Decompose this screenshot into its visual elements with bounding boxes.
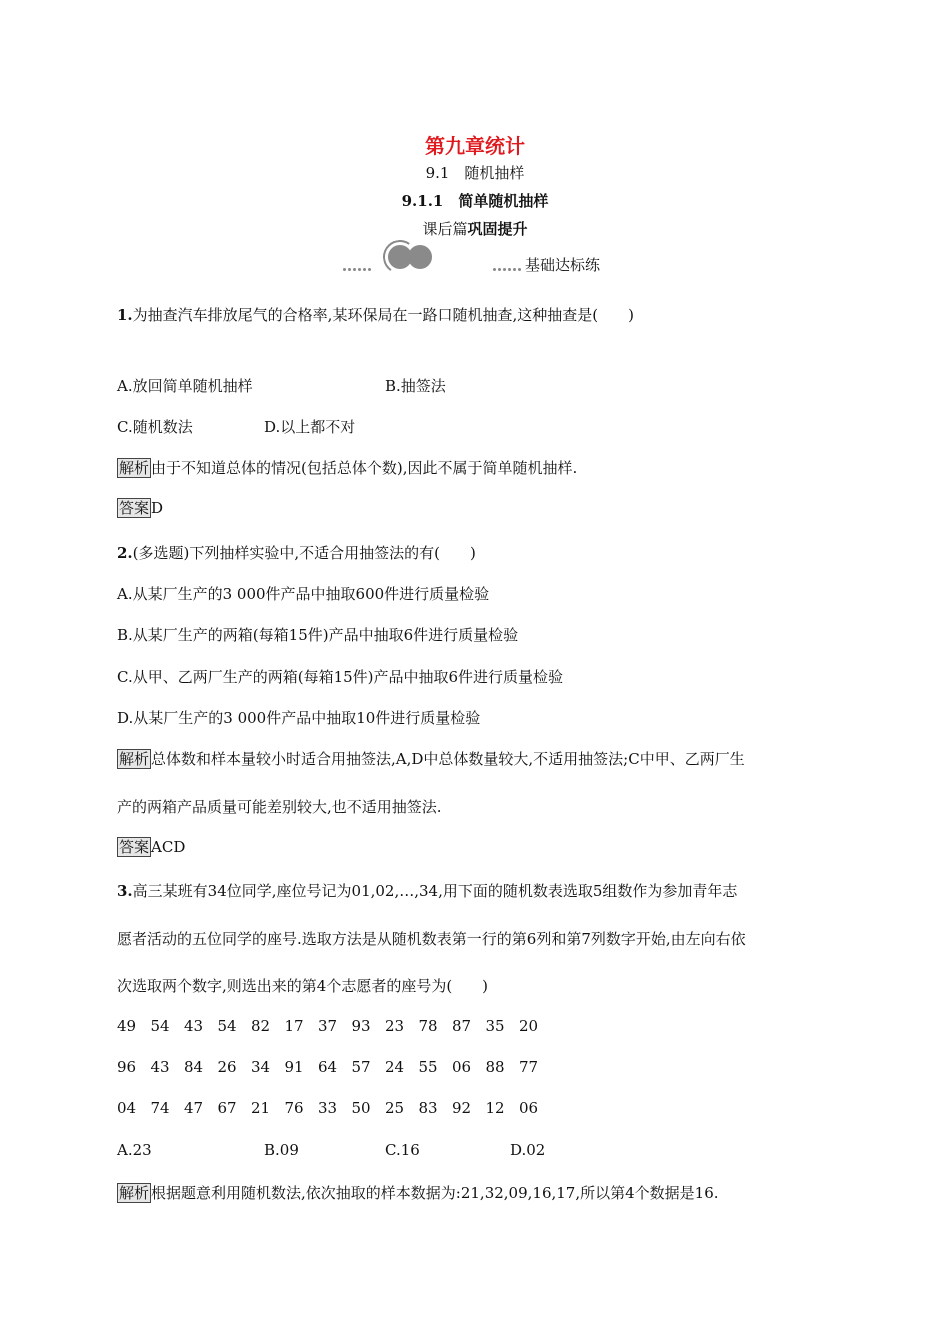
table-cell: 35 bbox=[485, 1017, 505, 1035]
table-row bbox=[117, 1058, 553, 1076]
table-cell: 34 bbox=[251, 1058, 271, 1076]
chapter-title: 第九章统计 bbox=[425, 134, 525, 158]
table-cell: 37 bbox=[318, 1017, 338, 1035]
table-cell: 76 bbox=[284, 1099, 304, 1117]
question-3-option-c: C.16 bbox=[385, 1141, 420, 1159]
analysis-tag: 解析 bbox=[119, 750, 150, 768]
table-cell: 88 bbox=[485, 1058, 505, 1076]
table-cell: 83 bbox=[418, 1099, 438, 1117]
question-text: 高三某班有34位同学,座位号记为01,02,…,34,用下面的随机数表选取5组数作为参加青年志 bbox=[132, 882, 738, 900]
analysis-text: 由于不知道总体的情况(包括总体个数),因此不属于简单随机抽样. bbox=[151, 459, 578, 477]
table-cell: 20 bbox=[519, 1017, 539, 1035]
section-banner bbox=[343, 240, 623, 276]
table-cell: 93 bbox=[351, 1017, 371, 1035]
table-cell: 91 bbox=[284, 1058, 304, 1076]
table-cell: 21 bbox=[251, 1099, 271, 1117]
table-cell: 26 bbox=[217, 1058, 237, 1076]
question-number: 2. bbox=[117, 544, 133, 562]
question-1-option-a: A.放回简单随机抽样 bbox=[117, 377, 253, 395]
dots-right-icon bbox=[493, 256, 523, 260]
table-cell: 33 bbox=[318, 1099, 338, 1117]
question-1-stem bbox=[117, 304, 634, 325]
question-3-stem-cont: 愿者活动的五位同学的座号.选取方法是从随机数表第一行的第6列和第7列数字开始,由左向右依 bbox=[117, 930, 746, 948]
analysis-text: 总体数和样本量较小时适合用抽签法,A,D中总体数量较大,不适用抽签法;C中甲、乙两厂生 bbox=[151, 750, 745, 768]
subsection-title: 9.1.1 简单随机抽样 bbox=[401, 192, 549, 210]
answer-text: ACD bbox=[151, 838, 186, 856]
table-cell: 50 bbox=[351, 1099, 371, 1117]
table-cell: 54 bbox=[150, 1017, 170, 1035]
table-cell: 67 bbox=[217, 1099, 237, 1117]
question-2-analysis-cont: 产的两箱产品质量可能差别较大,也不适用抽签法. bbox=[117, 798, 442, 816]
question-2-option-b: B.从某厂生产的两箱(每箱15件)产品中抽取6件进行质量检验 bbox=[117, 626, 519, 644]
table-cell: 25 bbox=[385, 1099, 405, 1117]
table-cell: 17 bbox=[284, 1017, 304, 1035]
question-3-analysis bbox=[117, 1182, 719, 1203]
analysis-text: 根据题意利用随机数法,依次抽取的样本数据为:21,32,09,16,17,所以第4个数据是16. bbox=[151, 1184, 719, 1202]
table-cell: 24 bbox=[385, 1058, 405, 1076]
question-3-stem-cont: 次选取两个数字,则选出来的第4个志愿者的座号为( ) bbox=[117, 977, 489, 995]
course-heading-plain: 课后篇 bbox=[422, 220, 468, 238]
table-cell: 92 bbox=[452, 1099, 472, 1117]
table-cell: 06 bbox=[519, 1099, 539, 1117]
table-cell: 96 bbox=[117, 1058, 137, 1076]
table-cell: 43 bbox=[184, 1017, 204, 1035]
question-1-option-c: C.随机数法 bbox=[117, 418, 193, 436]
course-heading-bold: 巩固提升 bbox=[467, 220, 528, 238]
answer-tag: 答案 bbox=[119, 499, 150, 517]
question-1-option-d: D.以上都不对 bbox=[264, 418, 356, 436]
table-cell: 77 bbox=[519, 1058, 539, 1076]
question-3-option-a: A.23 bbox=[117, 1141, 152, 1159]
question-2-option-d: D.从某厂生产的3 000件产品中抽取10件进行质量检验 bbox=[117, 709, 481, 727]
question-text: 为抽查汽车排放尾气的合格率,某环保局在一路口随机抽查,这种抽查是( ) bbox=[132, 306, 634, 324]
table-cell: 47 bbox=[184, 1099, 204, 1117]
question-2-answer bbox=[117, 837, 185, 857]
section-title: 9.1 随机抽样 bbox=[425, 164, 525, 182]
question-2-stem bbox=[117, 542, 476, 563]
question-2-option-c: C.从甲、乙两厂生产的两箱(每箱15件)产品中抽取6件进行质量检验 bbox=[117, 668, 564, 686]
dots-left-icon bbox=[343, 256, 373, 260]
question-1-answer bbox=[117, 498, 163, 518]
question-text: (多选题)下列抽样实验中,不适合用抽签法的有( ) bbox=[132, 544, 476, 562]
question-3-option-b: B.09 bbox=[264, 1141, 299, 1159]
question-1-option-b: B.抽签法 bbox=[385, 377, 446, 395]
course-heading bbox=[0, 218, 950, 239]
question-1-analysis bbox=[117, 457, 577, 478]
table-cell: 84 bbox=[184, 1058, 204, 1076]
table-cell: 87 bbox=[452, 1017, 472, 1035]
circle-icon bbox=[408, 245, 432, 269]
table-cell: 04 bbox=[117, 1099, 137, 1117]
table-cell: 12 bbox=[485, 1099, 505, 1117]
table-row bbox=[117, 1017, 553, 1035]
answer-tag: 答案 bbox=[119, 838, 150, 856]
analysis-tag: 解析 bbox=[119, 459, 150, 477]
table-cell: 82 bbox=[251, 1017, 271, 1035]
banner-label: 基础达标练 bbox=[525, 256, 601, 274]
answer-text: D bbox=[151, 499, 164, 517]
table-cell: 43 bbox=[150, 1058, 170, 1076]
question-3-stem bbox=[117, 880, 737, 901]
question-3-option-d: D.02 bbox=[510, 1141, 546, 1159]
question-number: 3. bbox=[117, 882, 133, 900]
table-cell: 74 bbox=[150, 1099, 170, 1117]
table-cell: 78 bbox=[418, 1017, 438, 1035]
table-cell: 55 bbox=[418, 1058, 438, 1076]
table-row bbox=[117, 1099, 553, 1117]
table-cell: 54 bbox=[217, 1017, 237, 1035]
analysis-tag: 解析 bbox=[119, 1184, 150, 1202]
table-cell: 06 bbox=[452, 1058, 472, 1076]
question-2-option-a: A.从某厂生产的3 000件产品中抽取600件进行质量检验 bbox=[117, 585, 490, 603]
table-cell: 49 bbox=[117, 1017, 137, 1035]
table-cell: 23 bbox=[385, 1017, 405, 1035]
table-cell: 64 bbox=[318, 1058, 338, 1076]
question-number: 1. bbox=[117, 306, 133, 324]
question-2-analysis bbox=[117, 748, 745, 769]
table-cell: 57 bbox=[351, 1058, 371, 1076]
